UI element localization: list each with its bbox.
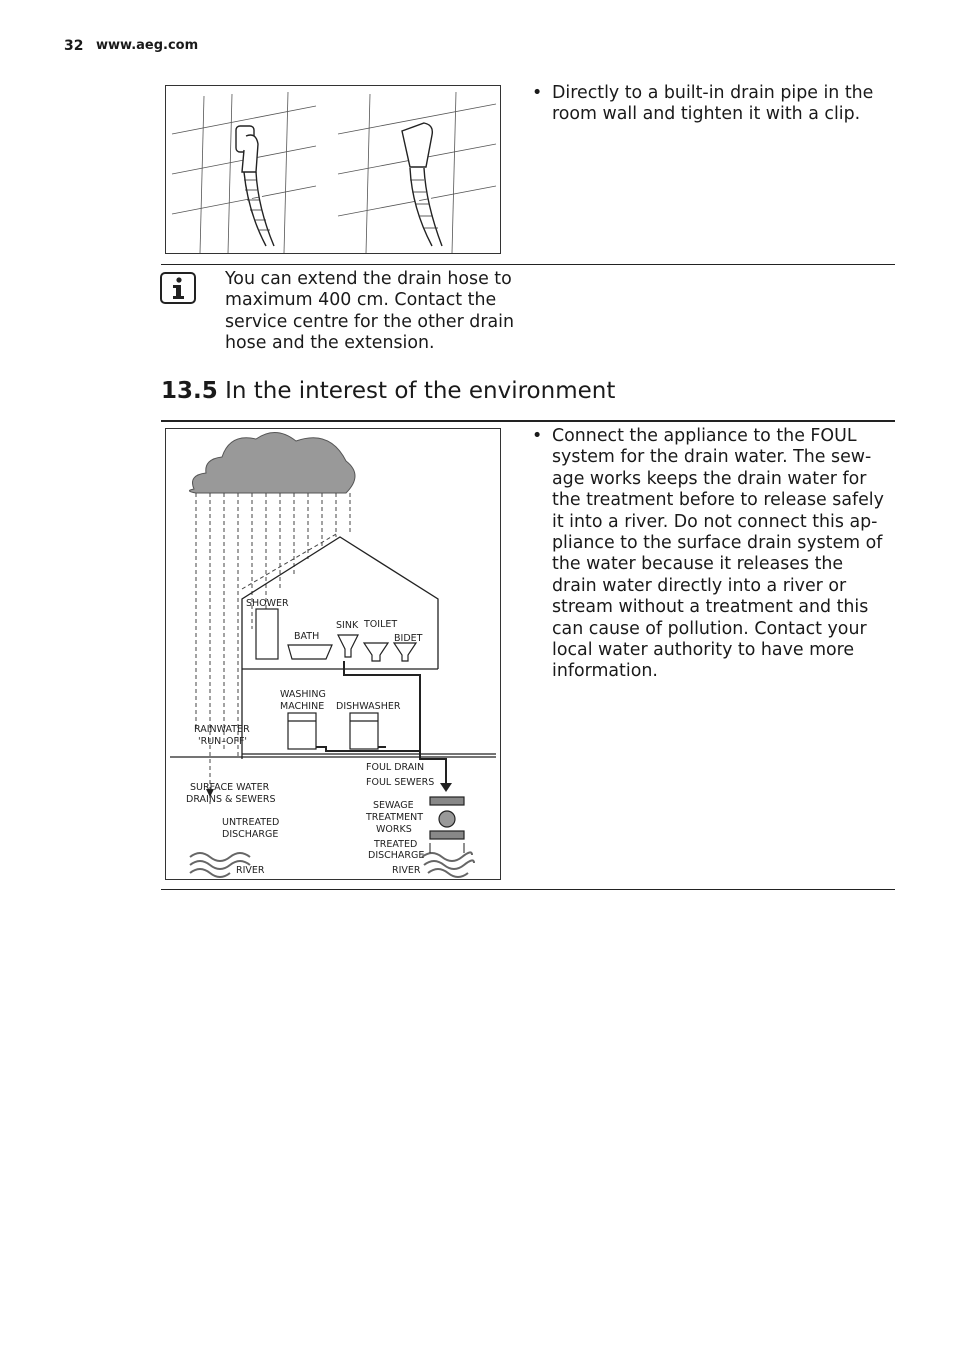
drain-hose-illustration — [165, 85, 501, 254]
label-foul-sewers: FOUL SEWERS — [366, 777, 435, 788]
label-works: WORKS — [376, 824, 412, 835]
note-text: You can extend the drain hose to maximum 400 cm. Contact the service centre for the other drain hose and the extension. — [225, 269, 514, 354]
section-bottom-divider — [161, 889, 895, 890]
label-foul-drain: FOUL DRAIN — [366, 762, 425, 773]
header-url[interactable]: www.aeg.com — [96, 38, 199, 53]
divider — [161, 264, 895, 265]
label-untreated: UNTREATED — [222, 817, 280, 828]
label-rainwater: RAINWATER — [194, 724, 250, 735]
label-drains-sewers: DRAINS & SEWERS — [186, 794, 276, 805]
section-heading: In the interest of the environment — [225, 378, 616, 404]
label-treatment: TREATMENT — [366, 812, 424, 823]
label-river-left: RIVER — [236, 865, 265, 876]
label-dishwasher: DISHWASHER — [336, 701, 401, 712]
label-sewage: SEWAGE — [373, 800, 414, 811]
section-number: 13.5 — [161, 378, 218, 404]
label-discharge: DISCHARGE — [222, 829, 279, 840]
bullet-dot: • — [532, 426, 543, 446]
rain-cloud — [189, 432, 355, 493]
label-river-right: RIVER — [392, 865, 421, 876]
bullet-wall-pipe: • Directly to a built-in drain pipe in the room wall and tighten it with a clip. — [532, 83, 874, 125]
label-toilet: TOILET — [364, 619, 398, 630]
label-discharge-treated: DISCHARGE — [368, 850, 425, 861]
bullet-dot: • — [532, 83, 543, 103]
info-icon — [160, 272, 196, 304]
label-bath: BATH — [294, 631, 320, 642]
label-shower: SHOWER — [246, 598, 289, 609]
page-number: 32 — [64, 38, 84, 54]
label-sink: SINK — [336, 620, 359, 631]
bullet-foul-system: • Connect the appliance to the FOUL system for the drain water. The sew-age works keeps the drain water for the treatment before to release safely it into a river. Do not connect this ap-pliance to the surface drain system of the water because it releases the drain water directly into a river or stream without a treatment and this can cause of pollution. Contact your local water authority to have more information. — [532, 426, 884, 682]
label-washing: WASHING — [280, 689, 326, 700]
drainage-system-diagram — [165, 428, 501, 880]
label-runoff: 'RUN–OFF' — [198, 736, 248, 747]
label-treated: TREATED — [374, 839, 418, 850]
section-underline — [161, 420, 895, 422]
label-machine: MACHINE — [280, 701, 325, 712]
label-bidet: BIDET — [394, 633, 423, 644]
section-title — [161, 378, 615, 404]
label-surface-water: SURFACE WATER — [190, 782, 270, 793]
